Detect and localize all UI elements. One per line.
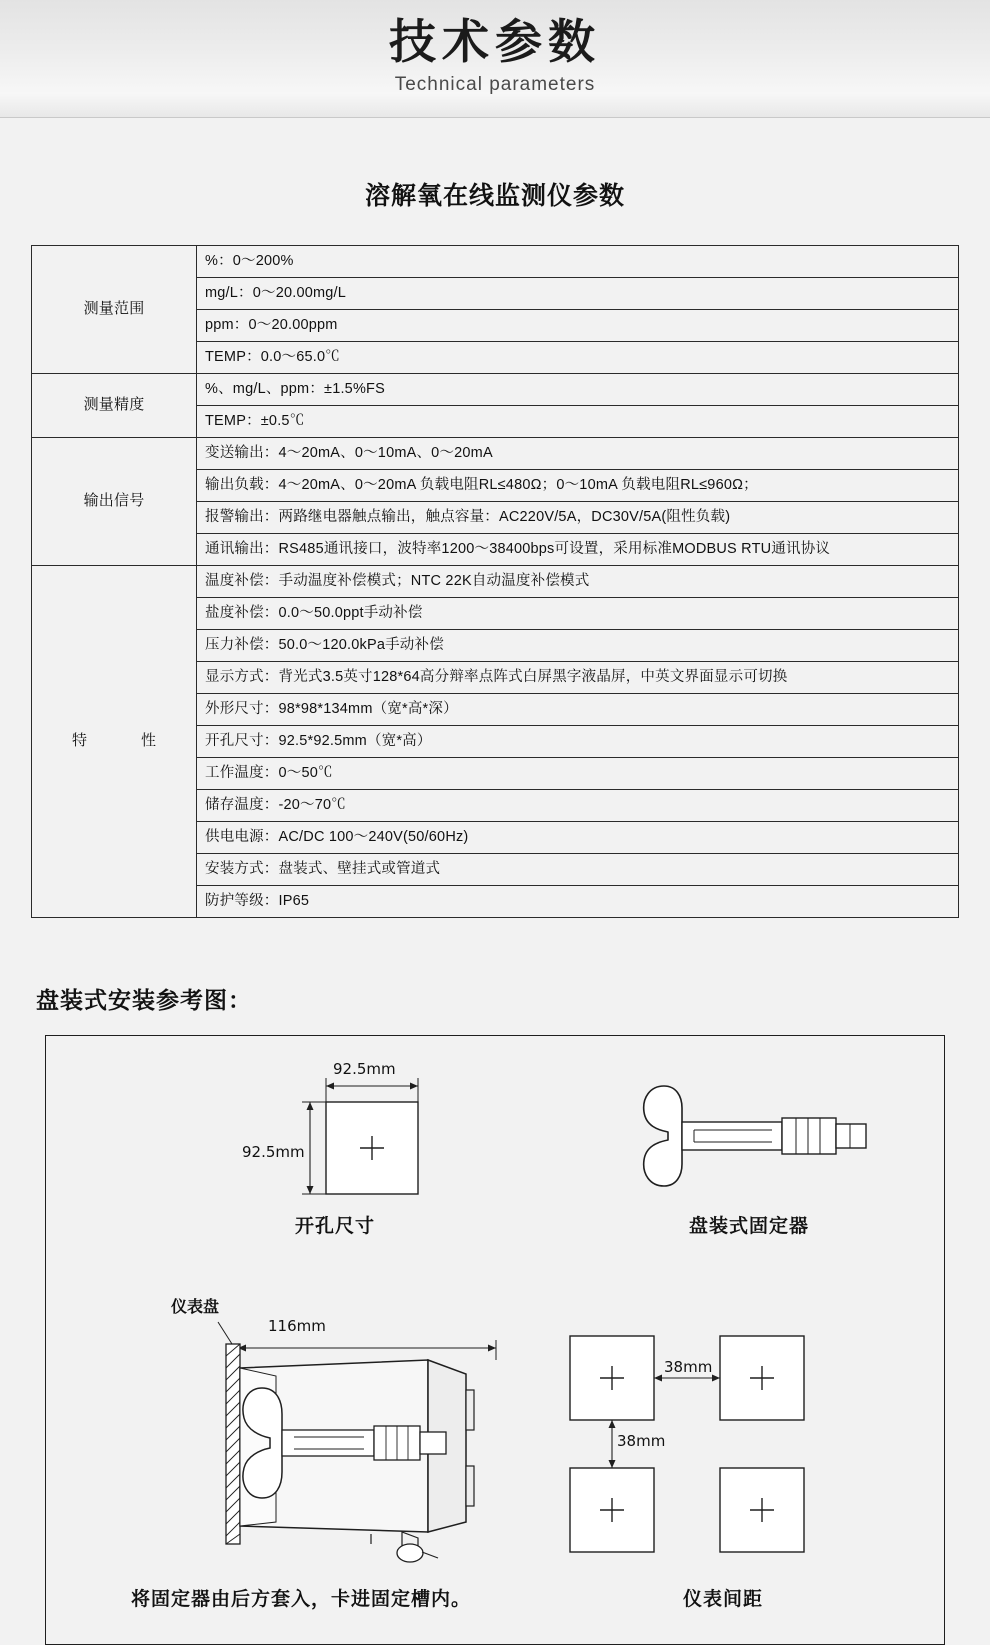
spec-value: 盐度补偿：0.0～50.0ppt手动补偿 (197, 598, 959, 630)
spec-value: 报警输出：两路继电器触点输出，触点容量：AC220V/5A，DC30V/5A(阻性负载) (197, 502, 959, 534)
spec-value: 压力补偿：50.0～120.0kPa手动补偿 (197, 630, 959, 662)
spacing-drawing (556, 1326, 886, 1566)
spec-group-label: 测量精度 (32, 374, 197, 438)
spec-value: 工作温度：0～50℃ (197, 758, 959, 790)
spec-value: %：0～200% (197, 246, 959, 278)
specification-table (31, 245, 959, 918)
page-header-banner (0, 0, 990, 118)
spec-value: 供电电源：AC/DC 100～240V(50/60Hz) (197, 822, 959, 854)
spec-value: 通讯输出：RS485通讯接口，波特率1200～38400bps可设置，采用标准MODBUS RTU通讯协议 (197, 534, 959, 566)
cutout-width-dimension: 92.5mm (333, 1060, 396, 1078)
spec-value: 储存温度：-20～70℃ (197, 790, 959, 822)
spec-group-label: 特 性 (32, 566, 197, 918)
page-title: 溶解氧在线监测仪参数 (364, 182, 625, 210)
panel-mount-drawing (166, 1316, 566, 1586)
cutout-height-dimension: 92.5mm (242, 1143, 305, 1161)
spec-value: ppm：0～20.00ppm (197, 310, 959, 342)
spec-value: 防护等级：IP65 (197, 886, 959, 918)
spacing-vertical-dimension: 38mm (617, 1432, 666, 1450)
spacing-horizontal-dimension: 38mm (664, 1358, 713, 1376)
table-row (32, 246, 959, 278)
spec-value: TEMP：±0.5℃ (197, 406, 959, 438)
installation-diagram-box (45, 1035, 945, 1645)
spec-value: 输出负载：4～20mA、0～20mA 负载电阻RL≤480Ω；0～10mA 负载电阻RL≤960Ω； (197, 470, 959, 502)
banner-subtitle: Technical parameters (394, 74, 596, 95)
mount-depth-dimension: 116mm (268, 1317, 326, 1335)
panel-fixer-drawing (606, 1066, 886, 1206)
panel-fixer-caption: 盘装式固定器 (689, 1216, 810, 1237)
spec-value: TEMP：0.0～65.0℃ (197, 342, 959, 374)
instrument-panel-label: 仪表盘 (171, 1299, 220, 1316)
table-row (32, 374, 959, 406)
install-section-title: 盘装式安装参考图： (36, 987, 252, 1013)
spec-value: mg/L：0～20.00mg/L (197, 278, 959, 310)
spec-group-label: 输出信号 (32, 438, 197, 566)
spec-value: 外形尺寸：98*98*134mm（宽*高*深） (197, 694, 959, 726)
spec-table-container (31, 245, 959, 918)
panel-mount-caption: 将固定器由后方套入，卡进固定槽内。 (131, 1589, 472, 1610)
spacing-caption: 仪表间距 (683, 1589, 764, 1610)
spec-value: 显示方式：背光式3.5英寸128*64高分辩率点阵式白屏黑字液晶屏，中英文界面显示可切换 (197, 662, 959, 694)
table-row (32, 566, 959, 598)
table-row (32, 438, 959, 470)
spec-value: 温度补偿：手动温度补偿模式；NTC 22K自动温度补偿模式 (197, 566, 959, 598)
spec-value: %、mg/L、ppm：±1.5%FS (197, 374, 959, 406)
spec-group-label: 测量范围 (32, 246, 197, 374)
spec-value: 安装方式：盘装式、壁挂式或管道式 (197, 854, 959, 886)
spec-value: 变送输出：4～20mA、0～10mA、0～20mA (197, 438, 959, 470)
spec-value: 开孔尺寸：92.5*92.5mm（宽*高） (197, 726, 959, 758)
banner-title: 技术参数 (389, 15, 601, 68)
cutout-caption: 开孔尺寸 (295, 1216, 376, 1237)
